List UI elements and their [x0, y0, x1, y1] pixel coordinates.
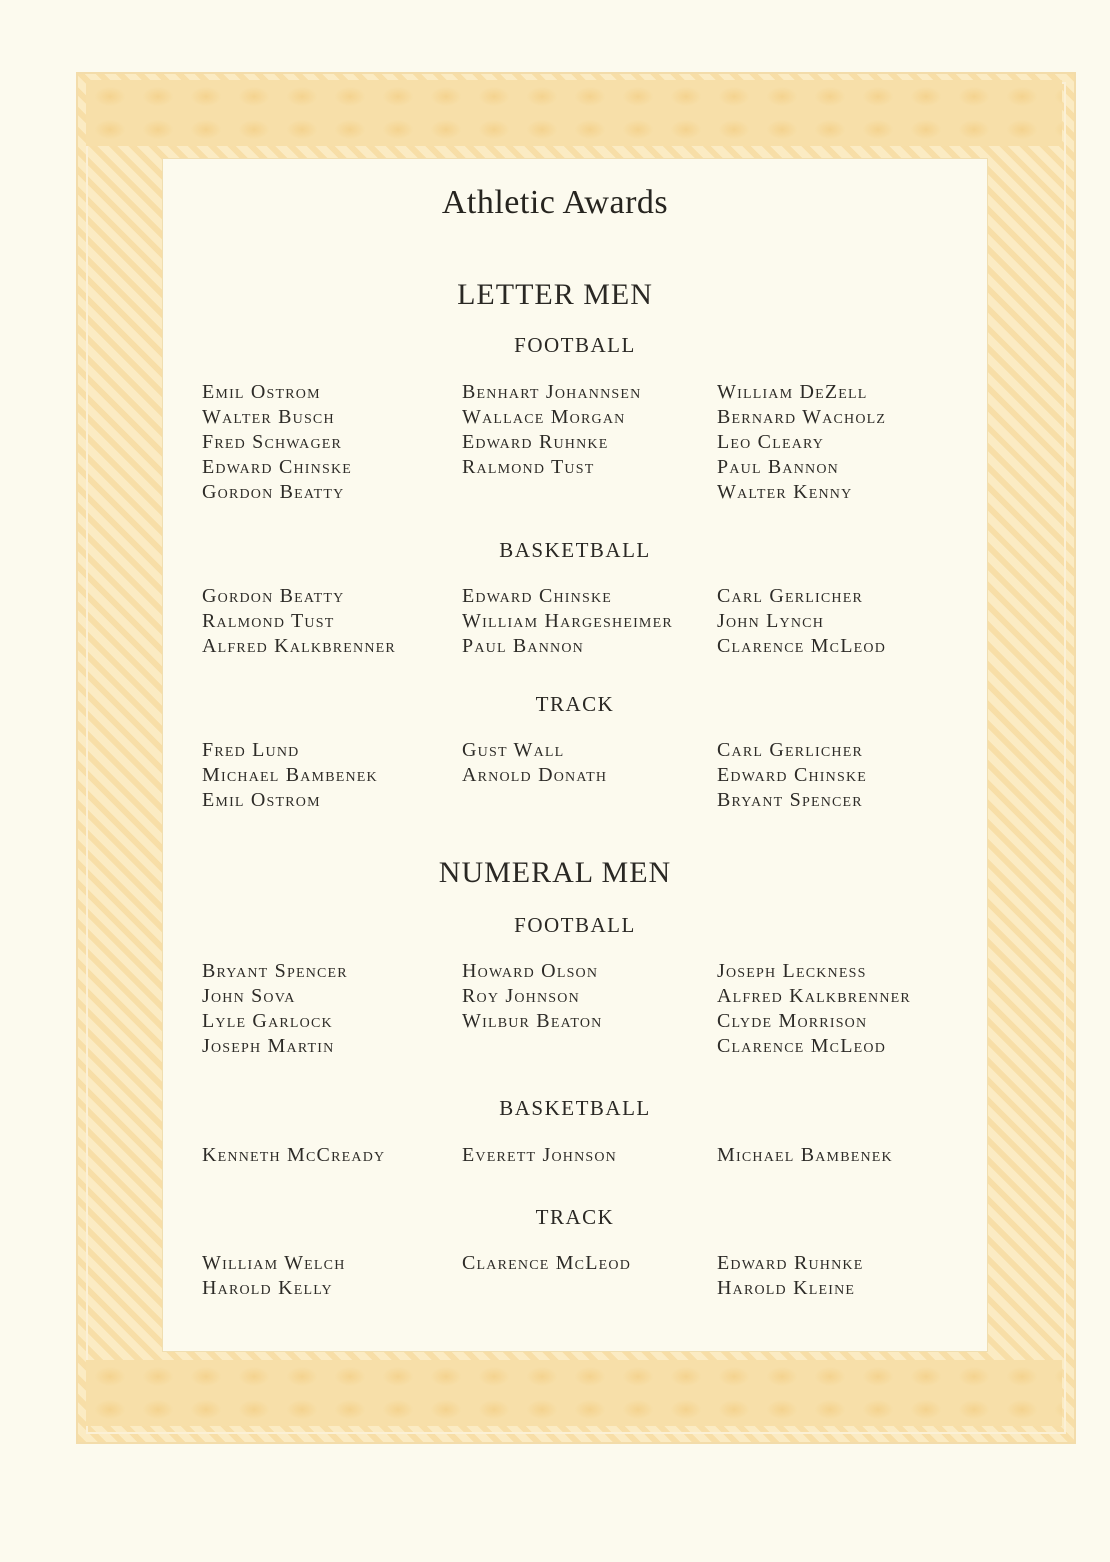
athlete-name: Harold Kleine — [717, 1277, 856, 1299]
athlete-name: Arnold Donath — [462, 764, 608, 786]
athlete-name: Walter Busch — [202, 406, 335, 428]
name-column — [462, 380, 712, 480]
athlete-name: Edward Chinske — [462, 585, 613, 607]
athlete-name: Edward Ruhnke — [717, 1252, 864, 1274]
athlete-name: Everett Johnson — [462, 1144, 617, 1166]
athlete-name: Edward Chinske — [202, 456, 353, 478]
athlete-name: Leo Cleary — [717, 431, 825, 453]
athlete-name: Howard Olson — [462, 960, 599, 982]
section-heading-letter-men: LETTER MEN — [457, 278, 653, 311]
sport-heading-numeral-basketball: BASKETBALL — [499, 1096, 651, 1120]
name-column — [462, 1143, 712, 1168]
sport-heading-numeral-track: TRACK — [535, 1205, 615, 1229]
athlete-name: Alfred Kalkbrenner — [717, 985, 911, 1007]
athlete-name: Gust Wall — [462, 739, 565, 761]
athlete-name: Edward Ruhnke — [462, 431, 609, 453]
name-column — [717, 1251, 967, 1301]
name-column — [202, 959, 452, 1059]
athlete-name: Wallace Morgan — [462, 406, 626, 428]
page-title: Athletic Awards — [441, 184, 669, 221]
athlete-name: Joseph Martin — [202, 1035, 335, 1057]
athlete-name: Roy Johnson — [462, 985, 580, 1007]
athlete-name: Michael Bambenek — [717, 1144, 893, 1166]
sport-heading-numeral-football: FOOTBALL — [514, 913, 636, 937]
athlete-name: Gordon Beatty — [202, 481, 345, 503]
athlete-name: Ralmond Tust — [462, 456, 595, 478]
athlete-name: Walter Kenny — [717, 481, 853, 503]
athlete-name: Carl Gerlicher — [717, 739, 864, 761]
name-column — [202, 1143, 452, 1168]
athlete-name: Alfred Kalkbrenner — [202, 635, 396, 657]
athlete-name: Clyde Morrison — [717, 1010, 868, 1032]
name-column — [717, 380, 967, 505]
athlete-name: Michael Bambenek — [202, 764, 378, 786]
athlete-name: Clarence McLeod — [717, 635, 887, 657]
athlete-name: John Lynch — [717, 610, 824, 632]
athlete-name: Wilbur Beaton — [462, 1010, 603, 1032]
name-column — [462, 738, 712, 788]
sport-heading-letter-football: FOOTBALL — [514, 333, 636, 357]
athlete-name: Edward Chinske — [717, 764, 868, 786]
athlete-name: William DeZell — [717, 381, 868, 403]
athlete-name: Clarence McLeod — [462, 1252, 632, 1274]
athlete-name: Kenneth McCready — [202, 1144, 386, 1166]
sport-heading-letter-basketball: BASKETBALL — [499, 538, 651, 562]
athlete-name: John Sova — [202, 985, 296, 1007]
athlete-name: Benhart Johannsen — [462, 381, 642, 403]
name-column — [717, 959, 967, 1059]
athlete-name: Ralmond Tust — [202, 610, 335, 632]
athlete-name: Emil Ostrom — [202, 789, 321, 811]
athlete-name: Bryant Spencer — [202, 960, 348, 982]
section-heading-numeral-men: NUMERAL MEN — [438, 856, 672, 889]
decorative-vine-band-top — [86, 80, 1062, 146]
athlete-name: Emil Ostrom — [202, 381, 321, 403]
athlete-name: Gordon Beatty — [202, 585, 345, 607]
decorative-vine-band-bottom — [86, 1360, 1062, 1426]
athlete-name: Carl Gerlicher — [717, 585, 864, 607]
name-column — [462, 584, 712, 659]
athlete-name: Joseph Leckness — [717, 960, 867, 982]
name-column — [717, 1143, 967, 1168]
name-column — [462, 959, 712, 1034]
athlete-name: William Hargesheimer — [462, 610, 673, 632]
athlete-name: Fred Schwager — [202, 431, 343, 453]
name-column — [202, 380, 452, 505]
name-column — [717, 584, 967, 659]
athlete-name: Lyle Garlock — [202, 1010, 333, 1032]
athlete-name: Bryant Spencer — [717, 789, 863, 811]
name-column — [202, 1251, 452, 1301]
athlete-name: Paul Bannon — [717, 456, 839, 478]
athlete-name: Bernard Wacholz — [717, 406, 887, 428]
athlete-name: Paul Bannon — [462, 635, 584, 657]
athlete-name: Clarence McLeod — [717, 1035, 887, 1057]
athlete-name: William Welch — [202, 1252, 346, 1274]
athlete-name: Harold Kelly — [202, 1277, 333, 1299]
name-column — [202, 738, 452, 813]
sport-heading-letter-track: TRACK — [535, 692, 615, 716]
athlete-name: Fred Lund — [202, 739, 300, 761]
name-column — [462, 1251, 712, 1276]
name-column — [717, 738, 967, 813]
name-column — [202, 584, 452, 659]
